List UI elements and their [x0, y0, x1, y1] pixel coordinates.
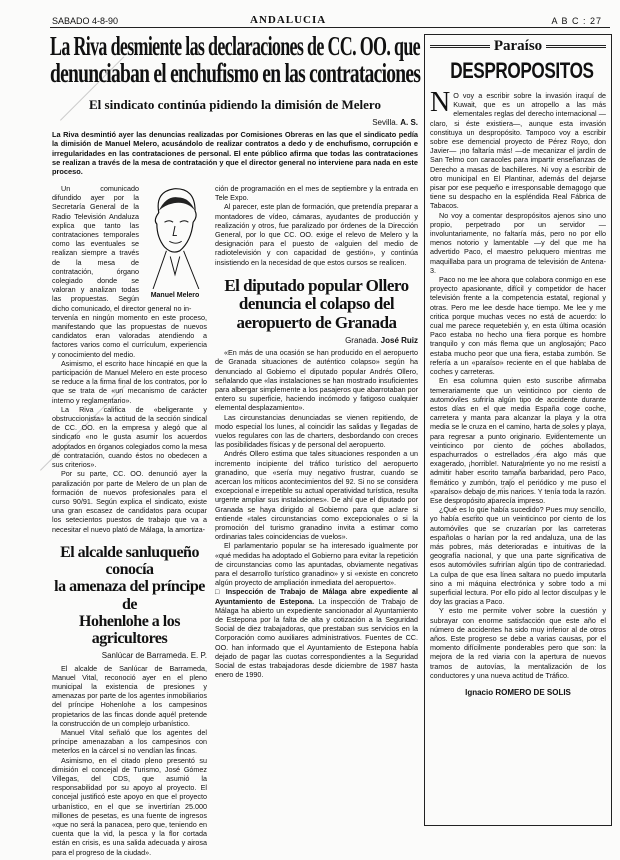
ollero-byline	[215, 336, 418, 345]
paragraph: ¿Qué es lo que había sucedido? Pues muy sencillo, yo había escrito que un veinticinco por ciento de los automóviles que se cruzarían por las carreteras españolas o harían por la red andaluza, una de las más pobres, más deterioradas e intuitivas de la geografía nacional, y que una parte significativa de esos automóviles sufrirían algún tipo de contrariedad. La culpa de que esa línea saltara no puedo imputarla sino a mi máquina electrónica y sobre todo a mi superficial lectura. Por ello pido al lector disculpas y le doy las gracias a Paco.	[430, 505, 606, 607]
main-byline	[250, 118, 418, 127]
main-col2	[215, 184, 418, 679]
paragraph: El alcalde de Sanlúcar de Barrameda, Manuel Vital, reconoció ayer en el pleno municipal la existencia de presiones y amenazas por parte de los agentes inmobiliarios del príncipe Hohenlohe a los campesinos propietarios de las fincas donde aquél pretende la construcción de un complejo urbanístico.	[52, 663, 207, 728]
headline-line: denunciaban el enchufismo en las contrataciones	[50, 58, 421, 88]
column-headline	[430, 57, 606, 85]
brief-paragraph: □ Inspección de Trabajo de Málaga abre expediente al Ayuntamiento de Estepona. La inspección de Trabajo de Málaga ha abierto un expediente sancionador al Ayuntamiento de Estepona por la falta de alta y cotización a la Seguridad Social de diez trabajadoras, que prestaban sus servicios en la Corporación como auxiliares administrativos. Fuentes de CC. OO. han informado que el Ayuntamiento de Estepona había dejado de pagar las cuotas correspondientes a la Seguridad Social de estas trabajadoras desde diciembre de 1987 hasta enero de 1990.	[215, 587, 418, 680]
paragraph: Asimismo, en el citado pleno presentó su dimisión el concejal de Turismo, José Gómez Villegas, del CDS, que asumió la responsabilidad por su apoyo al proyecto. El concejal justificó este apoyo en que el proyecto urbanístico, en el que se invertirían 25.000 millones de pesetas, es una fuente de ingresos «que no será la panacea, pero que, teniendo en cuenta que la vid, la pesca y la flor cortada están en crisis, es una salida adecuada y airosa para el progreso de la ciudad».	[52, 755, 207, 857]
paragraph: Asimismo, el escrito hace hincapié en que la participación de Manuel Melero en este proceso se reduce a la firma final de los contratos, por lo que se trata de «un mecanismo de carácter interno y reglamentario».	[52, 358, 207, 405]
headline-line: aeropuerto de Granada	[236, 312, 397, 332]
paragraph: En esa columna quien esto suscribe afirmaba temerariamente que un veinticinco por ciento de automóviles sufriría algún tipo de accidente durante estos días en el que media España coge coche, carretera y manta para alcanzar la playa y la otra media se le cruza en el camino, harta de soles y playa, para regresar a punto originario. Evidentemente un veinticinco por ciento de coches abollados, espachurrados o estrellados era algo más que exagerado, ¡horrible!. Naturalmente yo no me resistí a admitir haber escrito tamaña barbaridad, pero Paco, flemático y zumbón, trajo el periódico y me puso el «paraíso» debajo de mis narices. Y tenía toda la razón. Ese despropósito aparecía impreso.	[430, 376, 606, 505]
main-subheadline: El sindicato continúa pidiendo la dimisión de Melero	[89, 97, 381, 112]
brief-text: La inspección de Trabajo de Málaga ha abierto un expediente sancionador al Ayuntamiento de Estepona por la falta de alta y cotización a la Seguridad Social de diez trabajadoras, que prestaban sus servicios en la Corporación como auxiliares administrativos. Fuentes de CC. OO. han informado que el Ayuntamiento de Estepona había dejado de pagar las cuotas correspondientes a la Seguridad Social de estas trabajadoras desde diciembre de 1987 hasta enero de 1990.	[215, 596, 418, 680]
headline-line: El diputado popular Ollero	[224, 275, 409, 295]
ollero-headline	[215, 277, 418, 332]
byline-author: E. P.	[190, 651, 207, 661]
paragraph: Por su parte, CC. OO. denunció ayer la paralización por parte de Melero de un plan de formación de nuevos profesionales para el curso 90/91. Según explica el sindicato, existe una gran escasez de candidatos para ocupar los setecientos puestos de trabajo que va a necesitar el nuevo plató de Málaga, la amortiza-	[52, 469, 207, 534]
header-rule	[425, 27, 610, 28]
column-title-text: Paraíso	[490, 38, 546, 54]
paragraph: Paco no me lee ahora que colabora conmigo en ese proyecto apasionante, difícil y competidor de hacer televisión frente a la competencia estatal, regional y otras. Pero me lee desde hace tiempo. Me lee y me critica porque muchas veces no está de acuerdo: lo cual me parece requetebién y, en esta última ocasión Paco estaba no hecho una fiera porque es hombre tranquilo y con más flema que un anglosajón; Paco estaba mucho peor que una fiera, estaba zumbón. Se refería a un «paraíso» reciente en el que hablaba de coches y carreteras.	[430, 275, 606, 377]
page-number: A B C : 27	[551, 16, 602, 26]
byline-place: Granada.	[345, 335, 379, 345]
headline-line: denuncia el colapso del	[238, 294, 395, 314]
column-headline-text: DESPROPOSITOS	[450, 58, 594, 83]
paragraph: Manuel Vital señaló que los agentes del príncipe amenazaban a los campesinos con meterlos en la cárcel si no vendían las fincas.	[52, 727, 207, 756]
opinion-column-box	[424, 34, 612, 826]
paragraph	[430, 87, 606, 211]
header-rule	[50, 27, 425, 28]
paragraph-text: O voy a escribir sobre la invasión iraquí de Kuwait, que es un atropello a las más elementales reglas del derecho internacional —claro, si éste existiera—, aunque esta invasión constituya un despropósito. Tampoco voy a escribir sobre ese demencial proyecto de Pérez Royo, don Javier— ¡no faltaría más! —de mecanizar el jardín de San Telmo con caracoles para impartir enseñanzas de Derecho a masas de bachilleres. Ni voy a escribir de otro municipal en El Plantinar, además del dejarse pisar por ese pequeño e irresponsable demagogo que tiene su despacho en la espléndida Real Fábrica de Tabacos.	[430, 91, 606, 211]
paragraph: No voy a comentar despropósitos ajenos sino uno propio, perpetrado por un servidor —involuntariamente, no faltaría más, pero no por ello menos notorio y lamentable —y del que me ha advertido Paco, el maestro peluquero mientras me maquillaba para un programa de televisión de Antena-3.	[430, 210, 606, 275]
portrait-photo	[143, 184, 207, 300]
main-headline	[50, 33, 420, 87]
column-title	[430, 37, 606, 55]
paragraph: Las circunstancias denunciadas se vienen repitiendo, de modo especial los lunes, al coincidir las salidas y llegadas de vuelos regulares con las de charters, desbordando con creces las posibilidades físicas y de personal del aeropuerto.	[215, 412, 418, 450]
headline-line: La Riva desmiente las declaraciones de CC. OO. que	[50, 31, 420, 61]
column-body	[430, 87, 606, 697]
byline-author: José Ruiz	[380, 335, 418, 345]
column-signature: Ignacio ROMERO DE SOLIS	[465, 688, 571, 697]
main-lead: La Riva desmintió ayer las denuncias realizadas por Comisiones Obreras en las que el sindicato pedía la dimisión de Manuel Melero, acusándolo de realizar contratos a dedo y de enchufismo, corrupción e irregularidades en las contrataciones de personal. El ente público afirma que todas las contrataciones se realizan a través de la mesa de contratación y que el director general no interviene para nada en este proceso.	[52, 130, 418, 177]
paragraph: La Riva califica de «beligerante y obstruccionista» la actitud de la sección sindical de CC. OO. en la empresa y alegó que al sindicato «no le gusta asumir los acuerdos adoptados en órganos colegiados como la mesa de contratación, cuando éstos no obedecen a sus criterios».	[52, 404, 207, 470]
headline-line: El alcalde sanluqueño conocía	[60, 543, 199, 578]
issue-date: SABADO 4-8-90	[52, 16, 119, 26]
portrait-drawing	[143, 184, 207, 289]
paragraph: El parlamentario popular se ha interesado igualmente por «qué medidas ha adoptado el Gobierno para evitar la repetición de circunstancias como las apuntadas, obviamente negativas para el desarrollo turístico granadino» y si «existe en concreto algún proyecto de ampliación inmediata del aeropuerto».	[215, 541, 418, 588]
section-name: ANDALUCIA	[250, 14, 327, 26]
sanlucar-byline	[52, 651, 207, 660]
drop-cap: N	[430, 87, 451, 118]
paragraph: Al parecer, este plan de formación, que pretendía preparar a montadores de vídeo, cámaras, ayudantes de producción y realización y otros, fue paralizado por órdenes de la Dirección General, por lo que CC. OO. exige el relevo de Melero y la designación para el puesto de «alguien del medio de radiotelevisión y con capacidad de gestión», y continúa insistiendo en la necesidad de que estos cursos se realicen.	[215, 202, 418, 267]
paragraph: Andrés Ollero estima que tales situaciones responden a un incremento incipiente del tráfico turístico del aeropuerto granadino, que «sería muy negativo frustrar, cuando se acercan los míticos acontecimientos del 92. Si no se considera excepcional e irrepetible su actual operatividad turística, resulta urgente ampliar sus instalaciones». De ahí que el diputado por Granada se haya dirigido al Gobierno para que aclare si entiende «tales circunstancias como excepcionales o si la promoción del turismo granadino invita a estimar como ordinarias tales coincidencias de vuelos».	[215, 449, 418, 542]
brief-heading: Inspección de Trabajo de Málaga abre expediente al Ayuntamiento de Estepona.	[215, 587, 418, 606]
paragraph: Y esto me permite volver sobre la cuestión y subrayar con enorme satisfacción que este año el número de accidentes ha sido muy inferior al de otros años. Este progreso se debe a varias causas, por el momento difícilmente ponderables pero que son: la mejora de la red viaria con la apertura de nuevos tramos de autovías, la mentalización de los conductores y una nueva actitud de Tráfico.	[430, 606, 606, 680]
headline-line: Hohenlohe a los agricultores	[79, 612, 180, 648]
paragraph: ción de programación en el mes de septiembre y la entrada en Tele Expo.	[215, 184, 418, 203]
photo-caption: Manuel Melero	[150, 292, 200, 300]
headline-line: la amenaza del príncipe de	[54, 578, 205, 613]
paragraph: tervenía en ningún momento en este proceso, manifestando que las propuestas de nuevos candidatos eran valoradas atendiendo a factores varios como el currículum, experiencia y conocimiento del medio.	[52, 312, 207, 359]
article-columns	[52, 184, 418, 857]
paragraph: «En más de una ocasión se han producido en el aeropuerto de Granada situaciones de auténtico colapso» según ha denunciado al Gobierno el diputado popular Andrés Ollero, señalando que «las instalaciones se han mostrado insuficientes para albergar simplemente a los pasajeros que abarrotaban por entero su superficie, haciendo incómodo y fatigoso cualquier elemental desplazamiento».	[215, 348, 418, 413]
paragraph: Un comunicado difundido ayer por la Secretaría General de la Radio Televisión Andaluza explica que tanto las contrataciones temporales como las eventuales se realizan siempre a través de la mesa de contratación, órgano colegiado donde se valoran y analizan todas las propuestas. Según dicho comunicado, el director general no in-	[52, 184, 192, 313]
main-col1	[52, 184, 207, 857]
byline-author: A. S.	[400, 118, 418, 127]
sanlucar-headline	[52, 544, 207, 648]
byline-place: Sanlúcar de Barrameda.	[101, 651, 189, 661]
byline-place: Sevilla.	[372, 118, 398, 127]
